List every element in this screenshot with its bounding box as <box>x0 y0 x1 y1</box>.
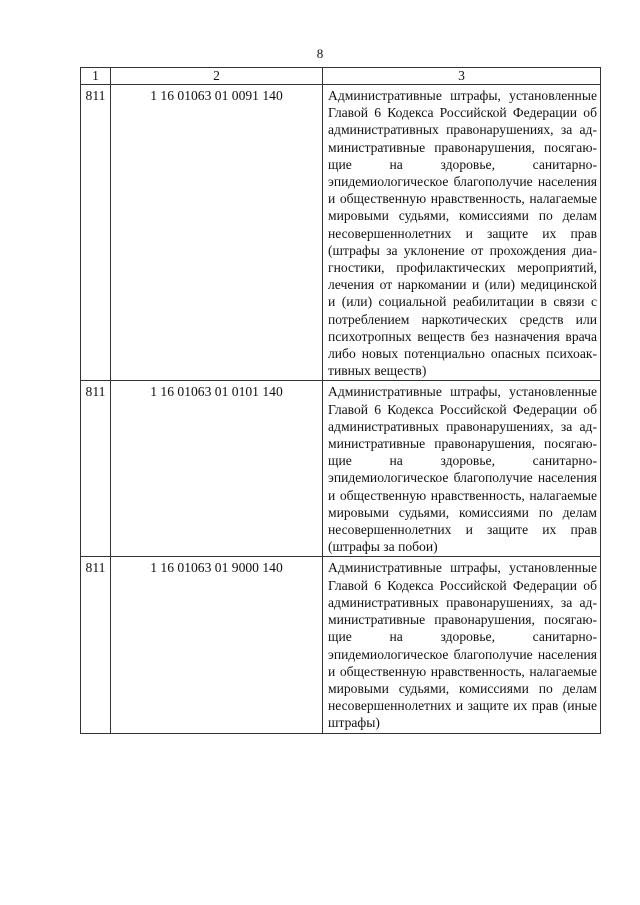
description-cell <box>323 381 601 557</box>
description-line: Главой 6 Кодекса Российской Федерации об <box>328 401 597 417</box>
description-line: Главой 6 Кодекса Российской Федерации об <box>328 105 597 121</box>
description-line: лечения от наркомании и (или) медицинской <box>328 277 597 293</box>
description-line: Главой 6 Кодекса Российской Федерации об <box>328 577 597 593</box>
description-line: эпидемиологическое благополучие населения <box>328 646 597 662</box>
description-line: либо новых потенциально опасных психоак- <box>328 346 597 362</box>
admin-code-cell: 811 <box>81 381 111 557</box>
description-line: мировыми судьями, комиссиями по делам <box>328 680 597 696</box>
admin-code-cell: 811 <box>81 85 111 381</box>
page-number: 8 <box>316 46 324 61</box>
table-header-row <box>81 68 601 85</box>
description-line: (штрафы за побои) <box>328 539 438 555</box>
table-row <box>81 85 601 381</box>
description-line: штрафы) <box>328 715 380 731</box>
description-line: Административные штрафы, установленные <box>328 384 597 400</box>
description-line: эпидемиологическое благополучие населения <box>328 174 597 190</box>
description-line: тивных веществ) <box>328 363 427 379</box>
description-line: и общественную нравственность, налагаемые <box>328 663 597 679</box>
description-line: потреблением наркотических средств или <box>328 311 597 327</box>
column-header-1: 1 <box>81 68 111 85</box>
description-line: министративные правонарушения, посягаю- <box>328 139 597 155</box>
description-line: административных правонарушениях, за ад- <box>328 418 597 434</box>
description-line: несовершеннолетних и защите их прав (иные <box>328 698 597 714</box>
description-line: мировыми судьями, комиссиями по делам <box>328 208 597 224</box>
description-line: административных правонарушениях, за ад- <box>328 122 597 138</box>
table-row <box>81 557 601 733</box>
description-line: Административные штрафы, установленные <box>328 560 597 576</box>
description-line: гностики, профилактических мероприятий, <box>328 260 597 276</box>
description-cell <box>323 557 601 733</box>
description-line: щие на здоровье, санитарно- <box>328 156 597 172</box>
budget-code-cell: 1 16 01063 01 9000 140 <box>111 557 323 733</box>
description-line: щие на здоровье, санитарно- <box>328 629 597 645</box>
column-header-2: 2 <box>111 68 323 85</box>
description-line: министративные правонарушения, посягаю- <box>328 612 597 628</box>
budget-code-cell: 1 16 01063 01 0091 140 <box>111 85 323 381</box>
description-line: психотропных веществ без назначения врача <box>328 328 597 344</box>
budget-codes-table <box>80 67 601 734</box>
budget-code-cell: 1 16 01063 01 0101 140 <box>111 381 323 557</box>
description-line: министративные правонарушения, посягаю- <box>328 436 597 452</box>
description-cell <box>323 85 601 381</box>
description-line: (штрафы за уклонение от прохождения диа- <box>328 242 597 258</box>
description-line: эпидемиологическое благополучие населения <box>328 470 597 486</box>
description-line: мировыми судьями, комиссиями по делам <box>328 504 597 520</box>
description-line: щие на здоровье, санитарно- <box>328 453 597 469</box>
description-line: несовершеннолетних и защите их прав <box>328 522 597 538</box>
description-line: и (или) социальной реабилитации в связи с <box>328 294 597 310</box>
description-line: несовершеннолетних и защите их прав <box>328 225 597 241</box>
description-line: и общественную нравственность, налагаемые <box>328 487 597 503</box>
description-line: административных правонарушениях, за ад- <box>328 594 597 610</box>
table-row <box>81 381 601 557</box>
admin-code-cell: 811 <box>81 557 111 733</box>
description-line: и общественную нравственность, налагаемые <box>328 191 597 207</box>
description-line: Административные штрафы, установленные <box>328 88 597 103</box>
column-header-3: 3 <box>323 68 601 85</box>
